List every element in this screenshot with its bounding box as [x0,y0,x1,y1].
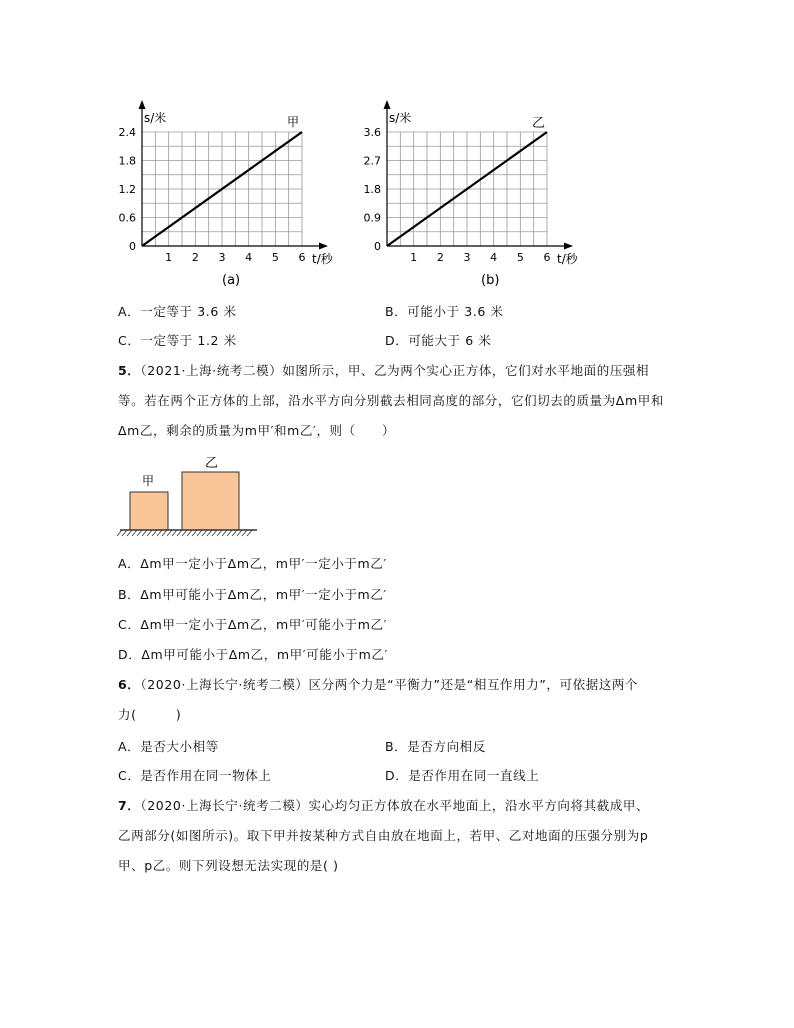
chart-a-y-ticks [119,126,137,253]
hatch-stroke [142,530,147,536]
hatch-stroke [152,530,157,536]
q5-stem-line-2: 等。若在两个正方体的上部，沿水平方向分别截去相同高度的部分，它们切去的质量为Δm甲和 [118,393,664,408]
q5-option-c[interactable]: C．Δm甲一定小于Δm乙，m甲′可能小于m乙′ [118,617,388,632]
hatch-stroke [182,530,187,536]
y-tick-label: 2.7 [363,154,381,168]
q5-option-b[interactable]: B．Δm甲可能小于Δm乙，m甲′一定小于m乙′ [118,587,387,602]
x-tick-label: 6 [298,251,306,264]
x-tick-label: 3 [218,251,226,264]
hatch-stroke [192,530,197,536]
hatch-stroke [147,530,152,536]
ground-hatching [117,530,252,536]
chart-a-y-axis-label: s/米 [144,111,167,125]
chart-a-x-ticks [165,251,305,264]
hatch-stroke [212,530,217,536]
x-tick-label: 4 [245,251,253,264]
y-tick-label: 0.6 [118,211,136,225]
chart-a-series-label: 甲 [287,115,300,129]
chart-a-caption: (a) [222,273,241,288]
chart-b [355,100,590,295]
cube-yi [182,472,239,530]
q7-stem-text-1: （2020·上海长宁·统考二模）实心均匀正方体放在水平地面上，沿水平方向将其截成甲、 [140,798,650,813]
cube-yi-label: 乙 [205,456,219,471]
q6-option-a[interactable]: A．是否大小相等 [118,739,219,754]
hatch-stroke [237,530,242,536]
q5-option-a[interactable]: A．Δm甲一定小于Δm乙，m甲′一定小于m乙′ [118,556,387,571]
x-axis-arrow [564,243,573,250]
hatch-stroke [177,530,182,536]
x-tick-label: 5 [271,251,279,264]
hatch-stroke [167,530,172,536]
y-tick-label: 0 [374,240,381,253]
y-tick-label: 1.2 [118,183,136,196]
q6-option-b[interactable]: B．是否方向相反 [385,739,486,754]
chart-b-x-ticks [410,251,550,264]
q4-option-a[interactable]: A．一定等于 3.6 米 [118,304,237,319]
q7-stem-line-2: 乙两部分(如图所示)。取下甲并按某种方式自由放在地面上，若甲、乙对地面的压强分别为p [118,828,649,843]
q7-stem-line-3: 甲、p乙。则下列设想无法实现的是( ) [118,858,339,873]
chart-b-y-ticks [364,126,382,253]
hatch-stroke [157,530,162,536]
hatch-stroke [232,530,237,536]
hatch-stroke [127,530,132,536]
cube-jia [130,492,168,530]
q6-stem-line-1 [118,676,638,694]
x-tick-label: 2 [191,251,199,264]
hatch-stroke [227,530,232,536]
chart-b-y-axis-label: s/米 [389,111,412,125]
hatch-stroke [122,530,127,536]
hatch-stroke [132,530,137,536]
y-tick-label: 3.6 [363,126,381,139]
q4-option-d[interactable]: D．可能大于 6 米 [385,333,492,348]
y-axis-arrow [139,100,146,109]
x-axis-arrow [319,243,328,250]
x-tick-label: 1 [165,251,173,264]
x-tick-label: 4 [490,251,498,264]
x-tick-label: 2 [436,251,444,264]
chart-b-x-axis-label: t/秒 [557,252,578,266]
q6-number: 6． [118,677,141,692]
chart-b-series-label: 乙 [532,116,546,131]
hatch-stroke [172,530,177,536]
x-tick-label: 1 [410,251,418,264]
y-tick-label: 2.4 [118,126,136,139]
chart-a [110,100,340,295]
hatch-stroke [207,530,212,536]
y-tick-label: 1.8 [118,154,136,168]
q5-option-d[interactable]: D．Δm甲可能小于Δm乙，m甲′可能小于m乙′ [118,647,388,662]
hatch-stroke [117,530,122,536]
y-tick-label: 1.8 [363,183,381,196]
cube-jia-label: 甲 [142,474,155,488]
q4-option-c[interactable]: C．一定等于 1.2 米 [118,333,237,348]
chart-b-caption: (b) [481,273,500,288]
q6-stem-line-2: 力( ) [118,707,182,722]
hatch-stroke [217,530,222,536]
hatch-stroke [137,530,142,536]
hatch-stroke [242,530,247,536]
y-axis-arrow [384,100,391,109]
q5-stem-line-1 [118,362,649,380]
y-tick-label: 0 [129,240,136,253]
q6-option-d[interactable]: D．是否作用在同一直线上 [385,768,540,783]
hatch-stroke [202,530,207,536]
hatch-stroke [187,530,192,536]
hatch-stroke [162,530,167,536]
q7-number: 7． [118,798,141,813]
q7-stem-line-1 [118,797,649,815]
q5-stem-line-3: Δm乙，剩余的质量为m甲′和m乙′，则（ ） [118,423,396,438]
x-tick-label: 3 [463,251,471,264]
q6-stem-text-1: （2020·上海长宁·统考二模）区分两个力是“平衡力”还是“相互作用力”，可依据这两个 [140,677,639,692]
chart-a-x-axis-label: t/秒 [312,252,333,266]
q5-stem-text-1: （2021·上海·统考二模）如图所示，甲、乙为两个实心正方体，它们对水平地面的压强相 [140,363,650,378]
hatch-stroke [247,530,252,536]
x-tick-label: 6 [543,251,551,264]
q4-option-b[interactable]: B．可能小于 3.6 米 [385,304,504,319]
q5-figure [112,452,262,542]
y-tick-label: 0.9 [363,211,381,225]
x-tick-label: 5 [516,251,524,264]
hatch-stroke [197,530,202,536]
hatch-stroke [222,530,227,536]
q6-option-c[interactable]: C．是否作用在同一物体上 [118,768,272,783]
q5-number: 5． [118,363,141,378]
